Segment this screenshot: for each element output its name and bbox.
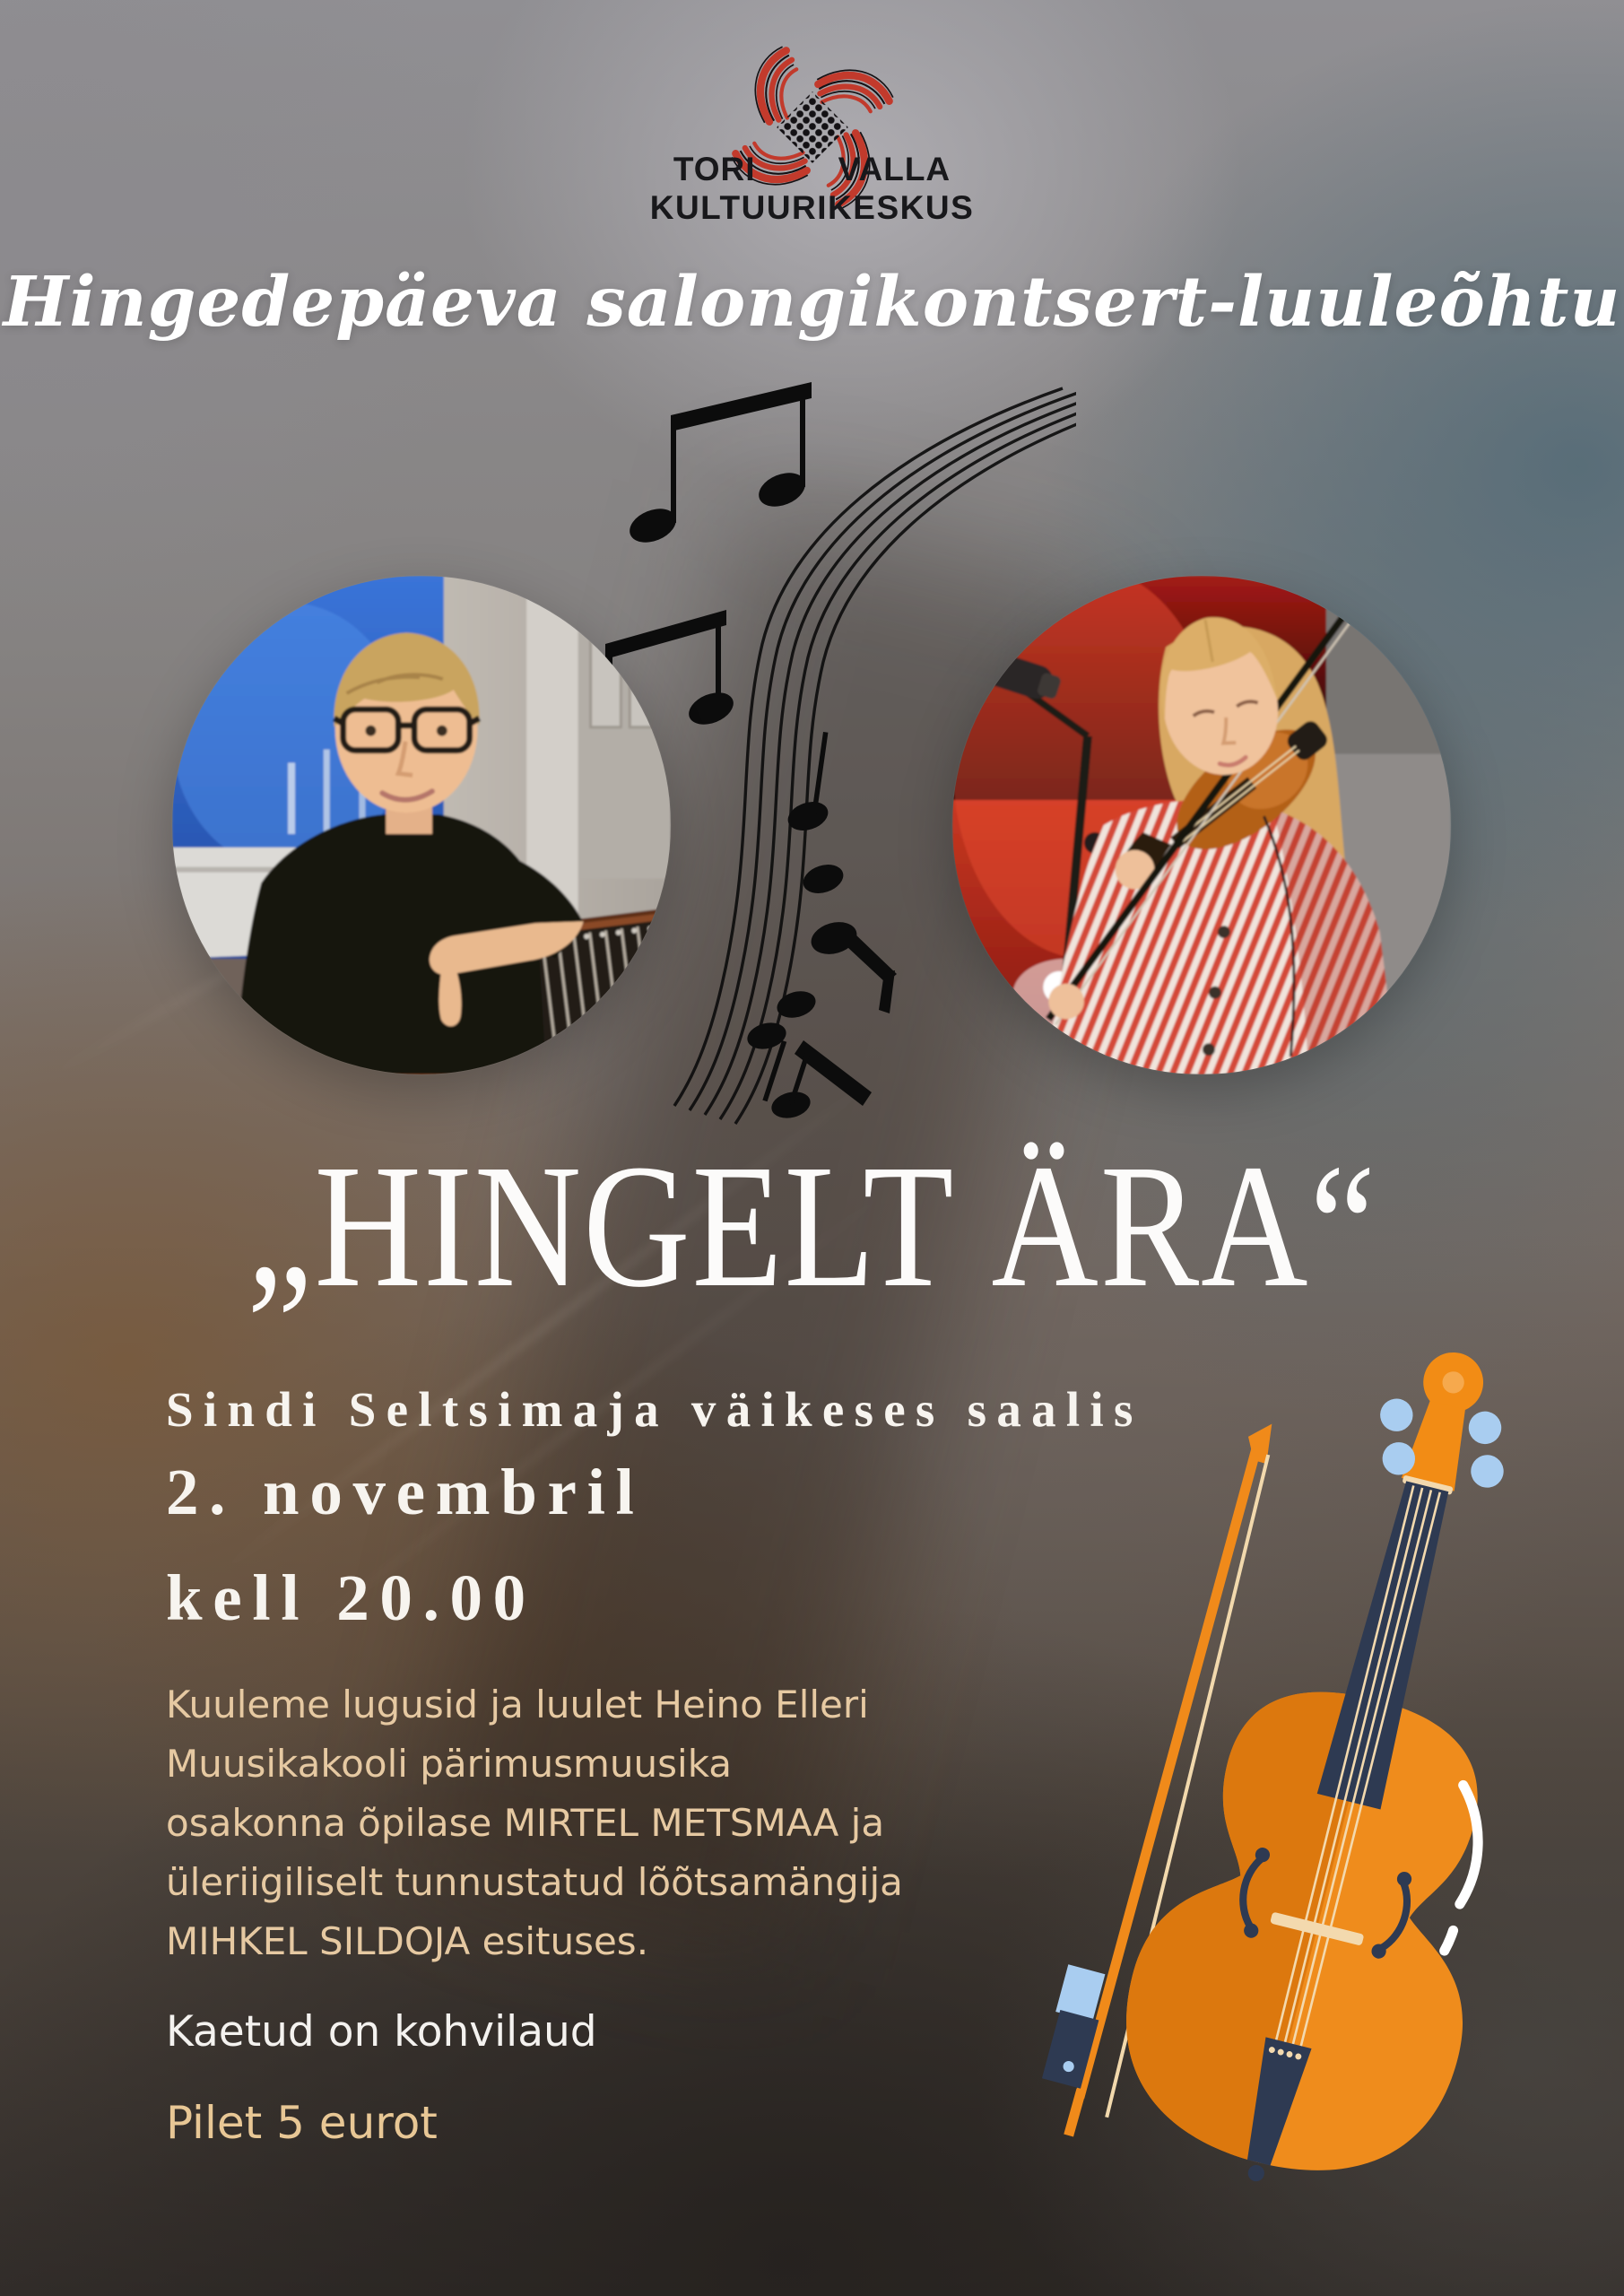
description-line: Muusikakooli pärimusmuusika	[166, 1742, 733, 1786]
logo-text	[0, 151, 1624, 227]
coffee-note: Kaetud on kohvilaud	[166, 2007, 597, 2057]
description-line: Kuuleme lugusid ja luulet Heino Elleri	[166, 1683, 869, 1726]
logo-org-line1-right: VALLA	[838, 151, 951, 187]
description-line: osakonna õpilase MIRTEL METSMAA ja	[166, 1801, 885, 1845]
portrait-accordion-player	[172, 576, 671, 1074]
description-line: üleriigiliselt tunnustatud lõõtsamängija	[166, 1860, 903, 1904]
logo-org-line1-left: TORI	[673, 151, 756, 187]
logo-org-line1	[0, 151, 1624, 188]
headline-script: Hingedepäeva salongikontsert-luuleõhtu	[3, 262, 1621, 343]
portrait-violinist	[952, 576, 1451, 1074]
ticket-price: Pilet 5 eurot	[166, 2097, 438, 2149]
logo-org-line2: KULTUURIKESKUS	[649, 189, 975, 226]
event-venue: Sindi Seltsimaja väikeses saalis	[166, 1382, 1143, 1437]
event-date: 2. novembril	[166, 1456, 645, 1528]
violin-and-bow-icon	[1025, 1299, 1624, 2287]
event-title-text: „HINGELT ÄRA“	[247, 1128, 1377, 1325]
description-line: MIHKEL SILDOJA esituses.	[166, 1919, 649, 1963]
event-time: kell 20.00	[166, 1561, 536, 1634]
event-description	[166, 1675, 1170, 1971]
event-title	[0, 1128, 1624, 1325]
